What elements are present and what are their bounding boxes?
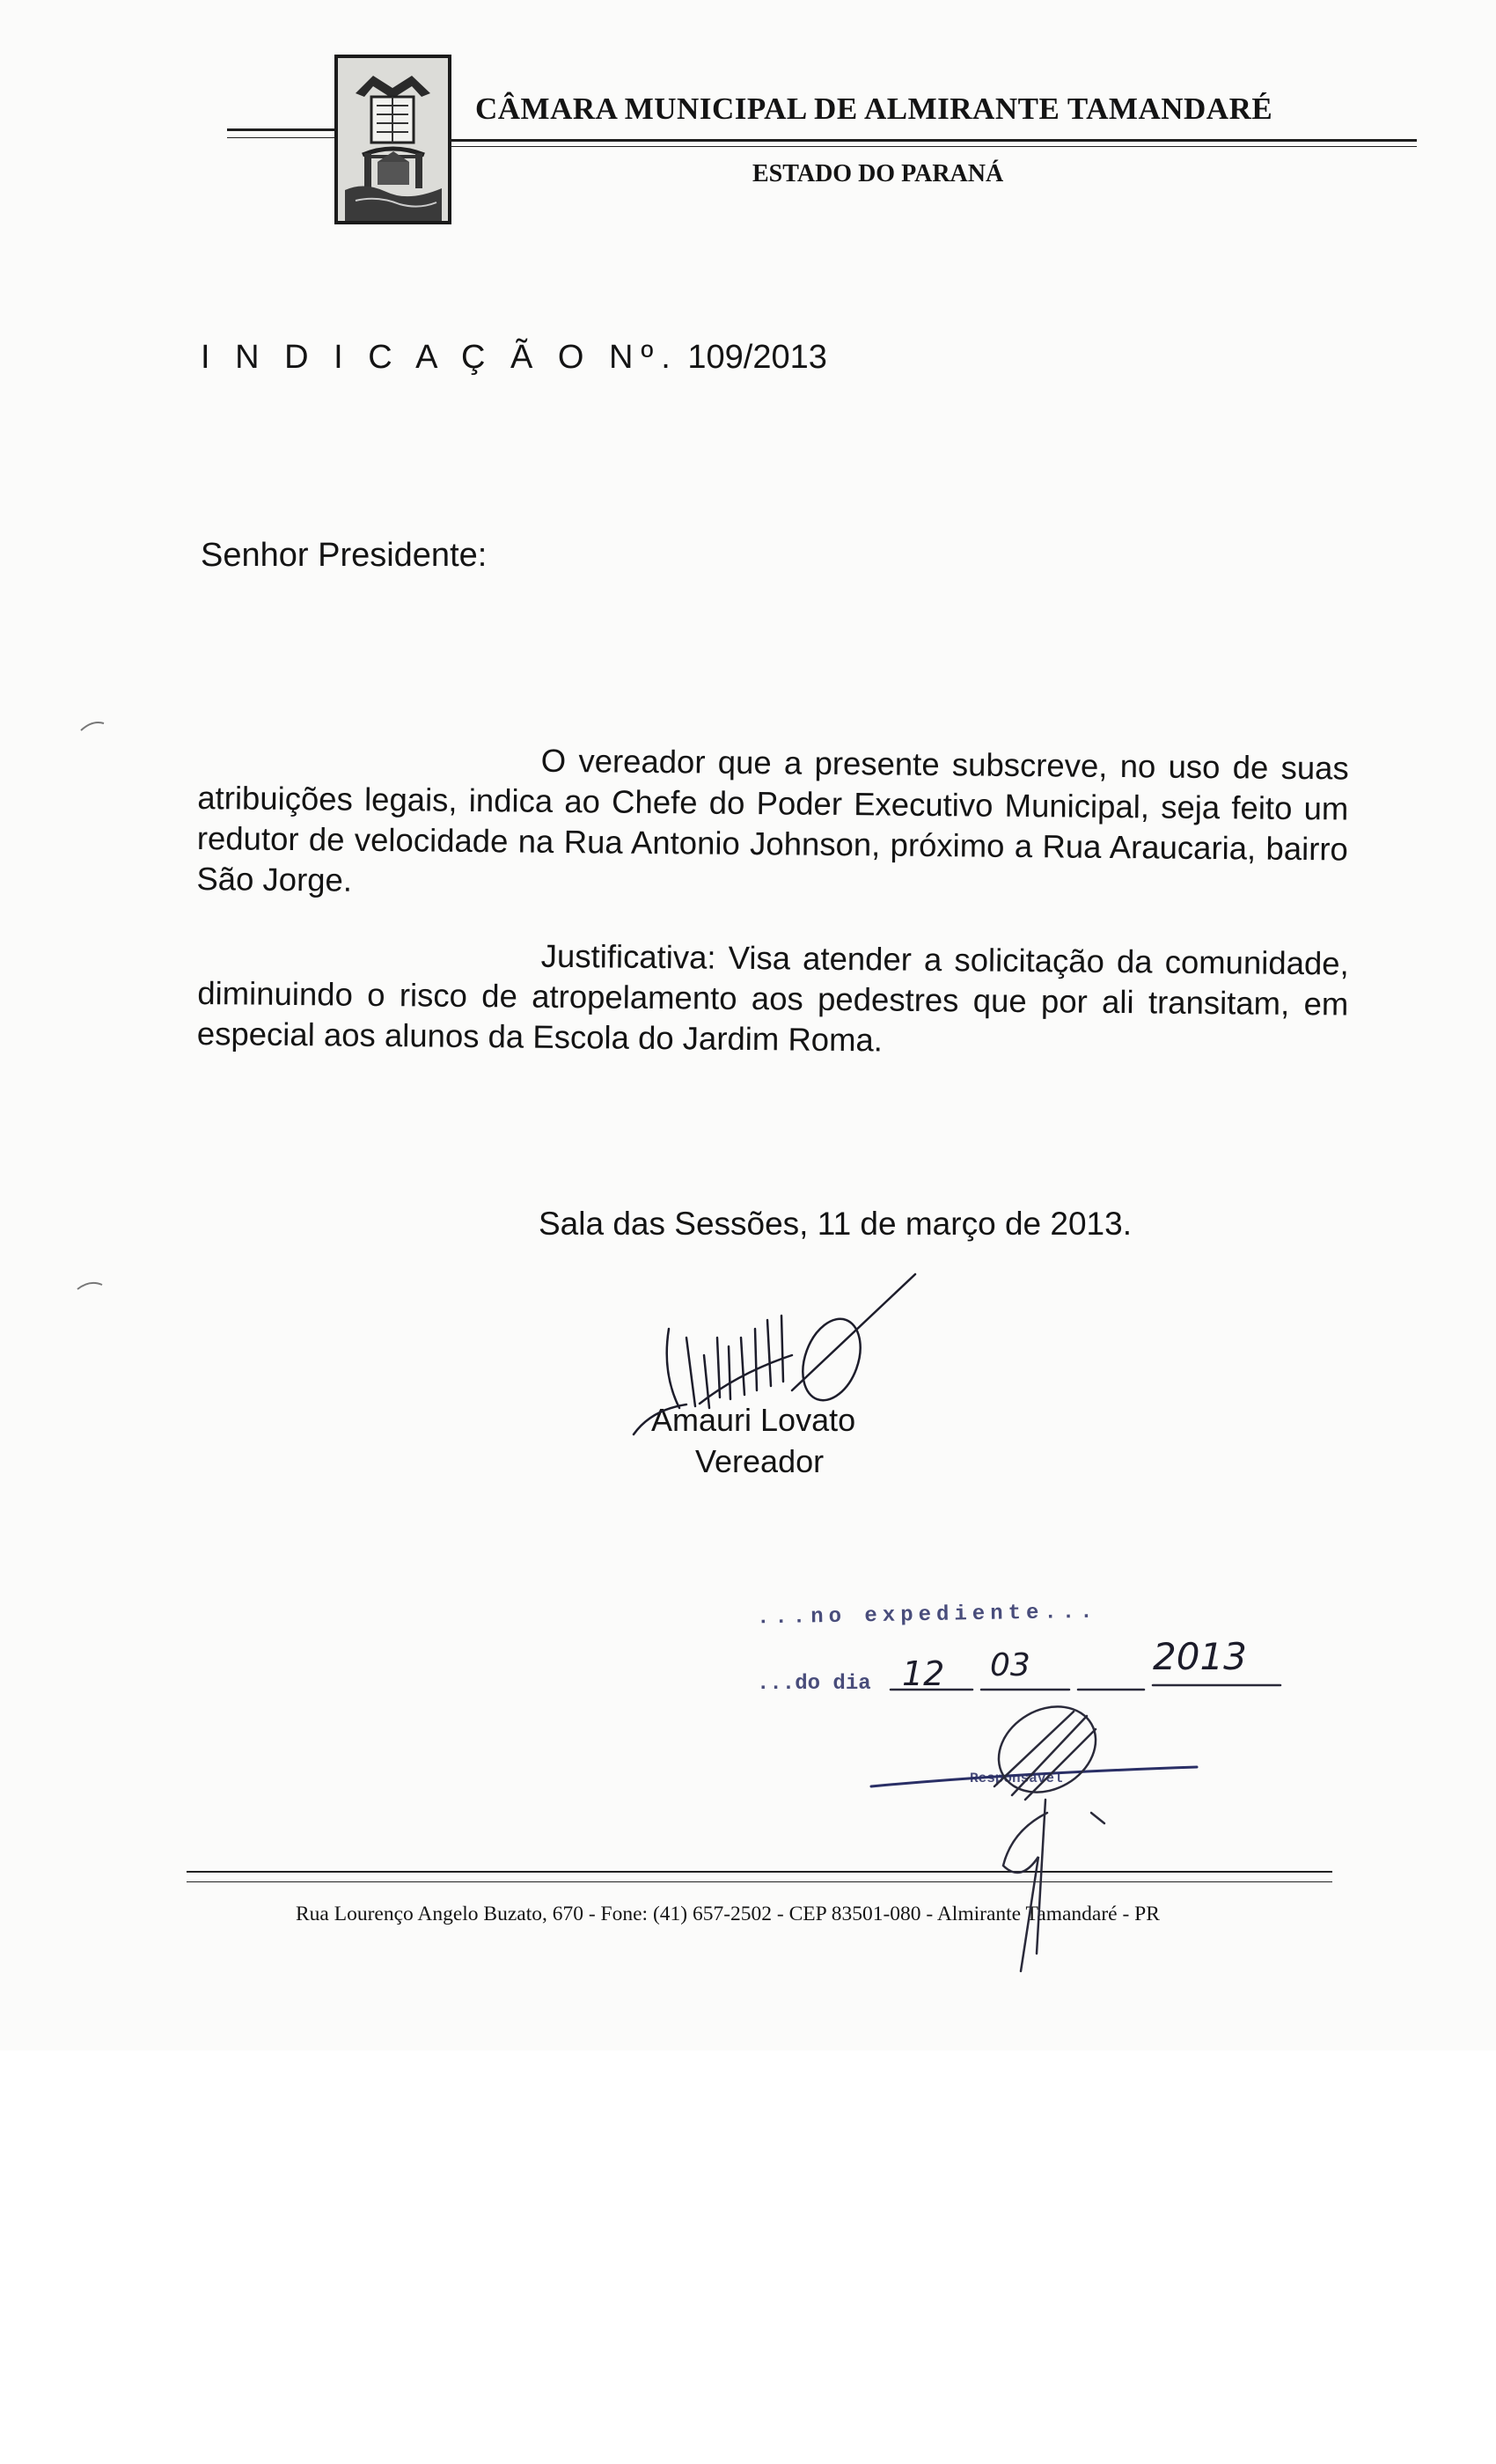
stamp-handwritten-month: 03 (990, 1647, 1030, 1683)
stamp-scribble-icon (871, 1685, 1280, 1971)
stamp-handwritten-year: 2013 (1153, 1635, 1247, 1678)
document-title-prefix: I N D I C A Ç Ã O Nº. (201, 339, 678, 376)
signer-name: Amauri Lovato (651, 1402, 856, 1438)
header-rule-left-thin (227, 137, 334, 138)
footer-rule-bottom (187, 1881, 1332, 1882)
footer-address: Rua Lourenço Angelo Buzato, 670 - Fone: (41) 657-2502 - CEP 83501-080 - Almirante Tamandaré - PR (296, 1903, 1160, 1925)
municipal-crest-icon (334, 55, 451, 224)
document-title (201, 339, 827, 377)
footer-rule-top (187, 1871, 1332, 1873)
header-rule-right (449, 139, 1417, 142)
header-rule-left (227, 128, 334, 131)
organization-name: CÂMARA MUNICIPAL DE ALMIRANTE TAMANDARÉ (475, 92, 1273, 126)
document-number: 109/2013 (687, 339, 827, 376)
body-paragraph-1: O vereador que a presente subscreve, no uso de suas atribuições legais, indica ao Chefe do Poder Executivo Municipal, seja feito um redutor de velocidade na Rua Antonio Johnson, próximo a Rua Araucaria, bairro São Jorge. (196, 742, 1349, 898)
header-rule-right-thin (449, 146, 1417, 147)
margin-mark-icon (77, 722, 104, 1289)
signer-role: Vereador (695, 1443, 825, 1479)
body-paragraph-2: Justificativa: Visa atender a solicitação da comunidade, diminuindo o risco de atropelamento aos pedestres que por ali transitam, em especial aos alunos da Escola do Jardim Roma. (196, 937, 1349, 1059)
stamp-text-line-2: ...do dia (757, 1672, 871, 1696)
salutation: Senhor Presidente: (201, 537, 488, 574)
stamp-text-line-1: ...no expediente... (756, 1600, 1098, 1631)
stamp-handwritten-day: 12 (902, 1654, 945, 1693)
organization-state: ESTADO DO PARANÁ (752, 160, 1004, 187)
place-and-date: Sala das Sessões, 11 de março de 2013. (539, 1206, 1132, 1242)
stamp-role-label: Responsável (970, 1771, 1063, 1786)
